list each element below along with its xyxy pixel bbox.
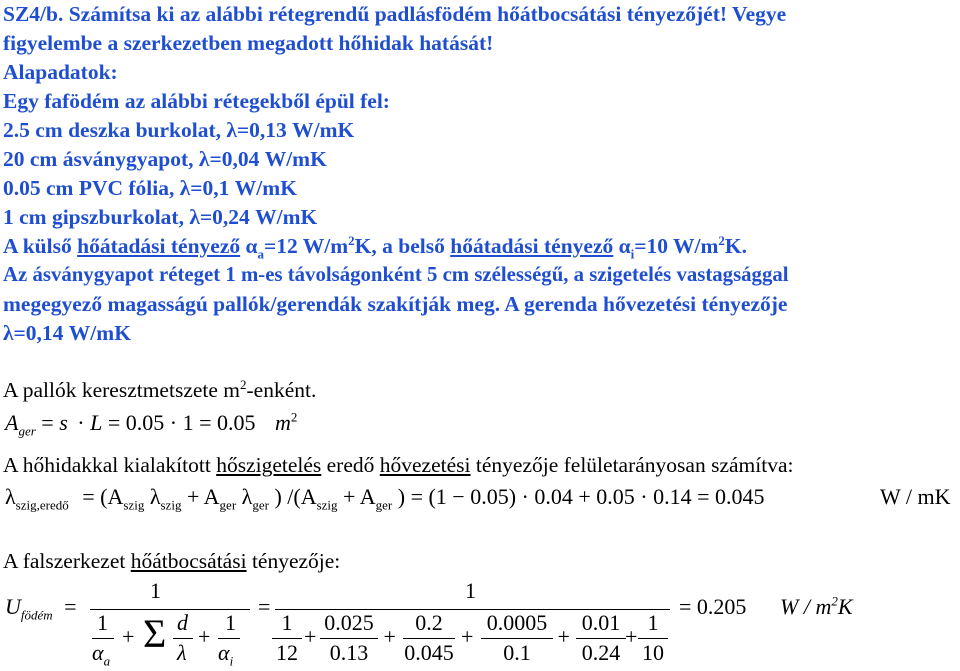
fraction-bar	[638, 638, 668, 639]
plus-sign: +	[461, 624, 474, 649]
fraction-denominator: 0.24	[581, 640, 621, 665]
u-unit: W / $m^2K$	[780, 593, 853, 619]
plus-sign: +	[383, 624, 396, 649]
task-title-line-2: figyelembe a szerkezetben megadott hőhidak hatását!	[3, 31, 494, 55]
u-numerator: 1	[150, 578, 161, 603]
composite-line: A falszerkezet hőátbocsátási tényezője:	[3, 549, 341, 573]
fraction-bar	[481, 638, 553, 639]
cross-section-line: A pallók keresztmetszete $m^2$-enként.	[3, 376, 317, 402]
fraction-numerator: 0.025	[324, 610, 374, 635]
plus-sign: +	[557, 624, 570, 649]
plus-sign: +	[304, 624, 317, 649]
fraction-denominator: 12	[276, 640, 298, 665]
alpha-line: A külső hőátadási tényező $\alpha_a=12$ $W/m^2K$, a belső hőátadási tényező $\alpha_i=10$ $W/m^2K$.	[3, 232, 748, 262]
fraction-denominator: 10	[642, 640, 664, 665]
fraction-numerator: 0.0005	[486, 610, 548, 635]
fraction-numerator: 1	[281, 610, 293, 635]
plus-sign: +	[625, 624, 638, 649]
fraction-bar	[320, 638, 378, 639]
layer-2: 20 cm ásványgyapot, λ=0,04 W/mK	[3, 147, 327, 171]
lambda-equation: $\lambda_{szig,eredő} = (A_{szig}$ $\lambda_{szig} + A_{ger}$ $\lambda_{ger}$ ) $/(A_{szig} + A_{ger}$ ) = (1 − 0.05) · 0.04 + 0.05 · 0.14 = 0.045	[5, 484, 765, 513]
task-title-line-1: SZ4/b. Számítsa ki az alábbi rétegrendű padlásfödém hőátbocsátási tényezőjét! Vegye	[3, 2, 787, 26]
heat-bridge-line: A hőhidakkal kialakított hőszigetelés eredő hővezetési tényezője felületarányosan számítva:	[3, 453, 794, 477]
layer-3: 0.05 cm PVC fólia, λ=0,1 W/mK	[3, 176, 297, 200]
fraction-bar	[403, 638, 455, 639]
beam-line-2: megegyező magasságú pallók/gerendák szakítják meg. A gerenda hővezetési tényezője	[3, 292, 788, 316]
fraction-denominator: 0.13	[329, 640, 369, 665]
beam-line-1: Az ásványgyapot réteget 1 m-es távolságonként 5 cm szélességű, a szigetelés vastagsággal	[3, 263, 789, 286]
fraction-bar	[272, 638, 302, 639]
fraction-bar	[576, 638, 626, 639]
fraction-denominator: 0.1	[503, 640, 531, 665]
fraction-numerator: 0.01	[581, 610, 621, 635]
lambda-unit: W / mK	[880, 484, 951, 509]
fraction-numerator: 0.2	[415, 610, 443, 635]
layer-4: 1 cm gipszburkolat, λ=0,24 W/mK	[3, 205, 318, 229]
ager-equation: $A_{ger} = s \cdot L = 0.05 \cdot 1 = 0.05$ $m^2$	[5, 409, 298, 439]
layer-1: 2.5 cm deszka burkolat, λ=0,13 W/mK	[3, 118, 355, 142]
u-result: = 0.205	[679, 594, 747, 619]
beam-line-3: λ=0,14 W/mK	[3, 321, 131, 345]
fraction-denominator: 0.045	[404, 640, 454, 665]
given-heading: Alapadatok:	[3, 60, 118, 84]
fraction-numerator: 1	[647, 610, 659, 635]
sum-symbol: Σ	[143, 611, 167, 656]
given-intro: Egy fafödém az alábbi rétegekből épül fel:	[3, 89, 390, 113]
